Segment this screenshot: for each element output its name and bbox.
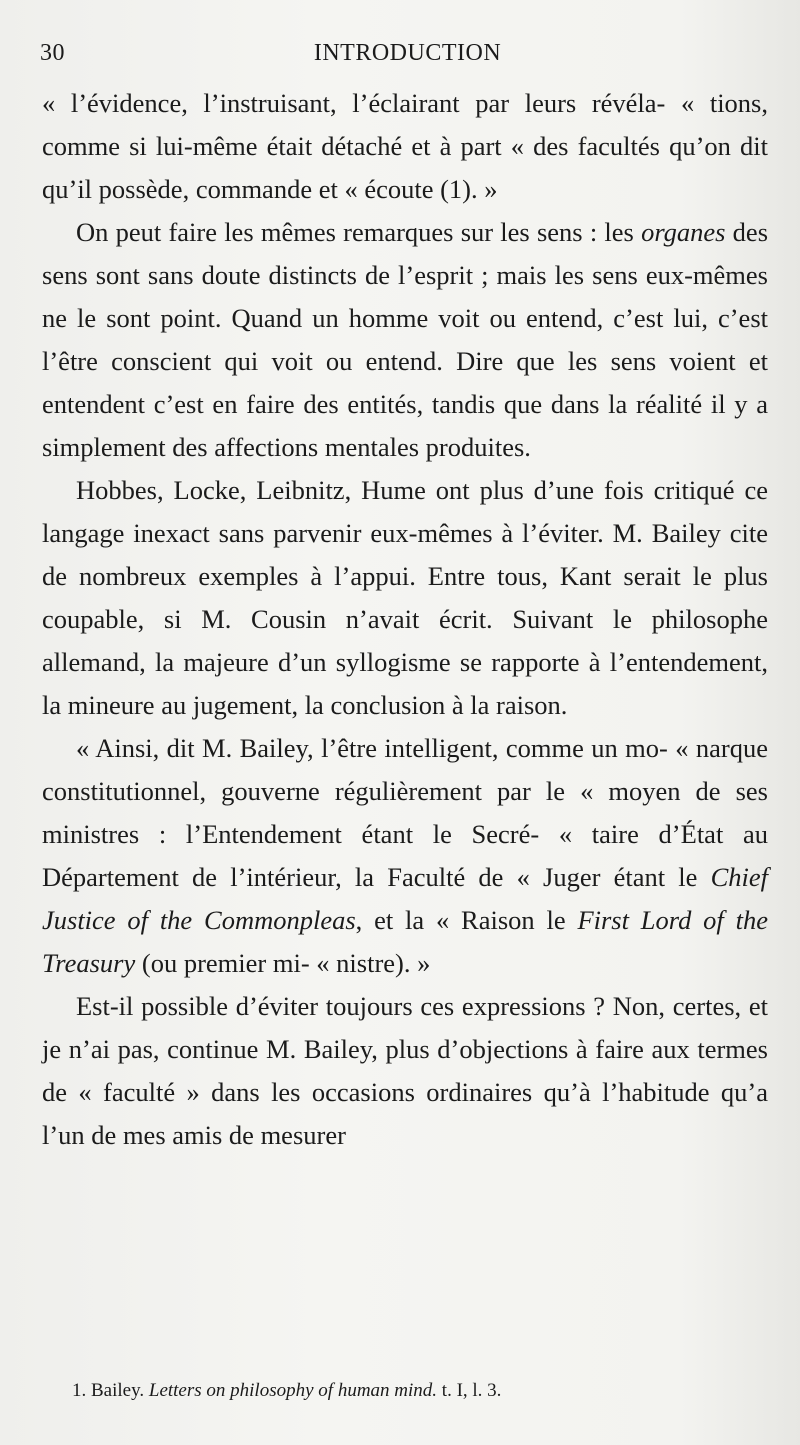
- running-head: [40, 40, 775, 74]
- paragraph-bailey-quote: [42, 727, 768, 985]
- paragraph-bailey-quote-a: « Ainsi, dit M. Bailey, l’être intelligent, comme un mo- « narque constitutionnel, gouverne régulièrement par le « moyen de ses ministres : l’Entendement étant le Secré- « taire d’État au Département de l’intérieur, la Faculté de « Juger étant le: [42, 733, 768, 892]
- paragraph-quote-continuation: « l’évidence, l’instruisant, l’éclairant par leurs révéla- « tions, comme si lui-même était détaché et à part « des facultés qu’on dit qu’il possède, commande et « écoute (1). »: [42, 88, 768, 204]
- footnote: [72, 1378, 762, 1404]
- paragraph-senses-italic: organes: [641, 217, 726, 247]
- paragraph-senses: [42, 211, 768, 469]
- paragraph-bailey-quote-c: (ou premier mi- « nistre). »: [135, 948, 431, 978]
- paragraph-bailey-quote-b: , et la « Raison le: [355, 905, 578, 935]
- footnote-number: 1.: [72, 1380, 87, 1401]
- paragraph-hobbes-locke: Hobbes, Locke, Leibnitz, Hume ont plus d’une fois critiqué ce langage inexact sans parvenir eux-mêmes à l’éviter. M. Bailey cite de nombreux exemples à l’appui. Entre tous, Kant serait le plus coupable, si M. Cousin n’avait écrit. Suivant le philosophe allemand, la majeure d’un syllogisme se rapporte à l’entendement, la mineure au jugement, la conclusion à la raison.: [42, 475, 768, 720]
- running-title: INTRODUCTION: [313, 40, 502, 66]
- paragraph-bailey-quote-italic-1: Chief Justice of the Commonpleas: [42, 862, 768, 935]
- footnote-title: Letters on philosophy of human mind.: [148, 1380, 438, 1401]
- footnote-author: Bailey.: [91, 1380, 145, 1401]
- body-text: [42, 82, 768, 1157]
- paragraph-senses-start: On peut faire les mêmes remarques sur les sens : les: [76, 217, 642, 247]
- footnote-reference: t. I, l. 3.: [441, 1380, 502, 1401]
- paragraph-expressions: Est-il possible d’éviter toujours ces expressions ? Non, certes, et je n’ai pas, continue M. Bailey, plus d’objections à faire aux termes de « faculté » dans les occasions ordinaires qu’à l’habitude qu’a l’un de mes amis de mesurer: [42, 991, 768, 1150]
- paragraph-senses-end: des sens sont sans doute distincts de l’esprit ; mais les sens eux-mêmes ne le sont point. Quand un homme voit ou entend, c’est lui, c’est l’être conscient qui voit ou entend. Dire que les sens voient et entendent c’est en faire des entités, tandis que dans la réalité il y a simplement des affections mentales produites.: [42, 217, 769, 462]
- paragraph-bailey-quote-italic-2: First Lord of the Treasury: [42, 905, 768, 978]
- page-number: 30: [40, 40, 65, 66]
